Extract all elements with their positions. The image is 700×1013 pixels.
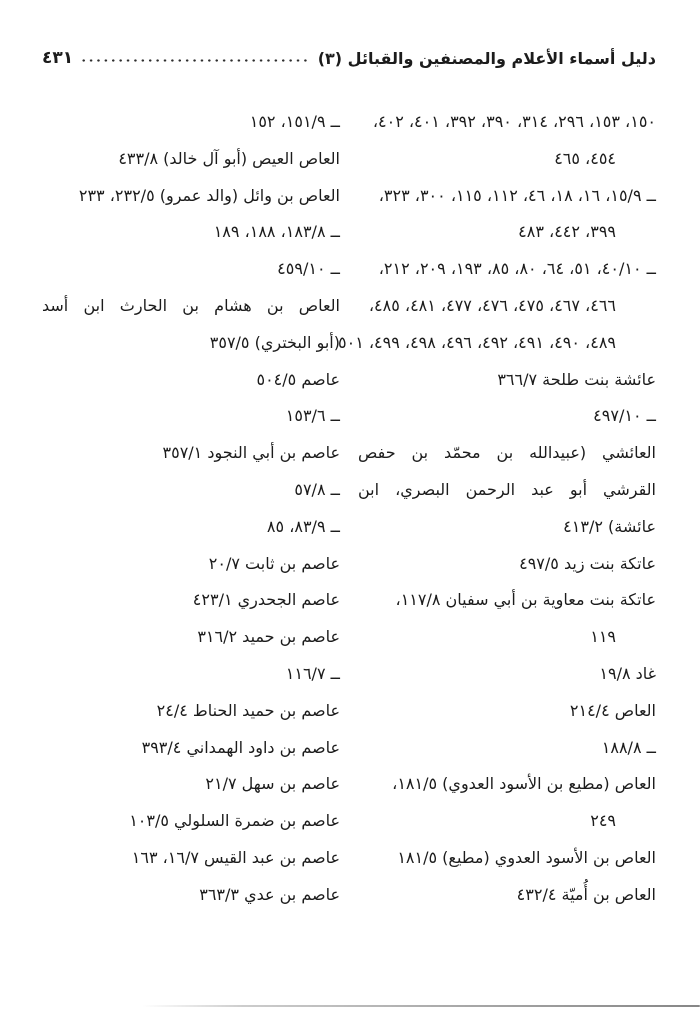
index-entry-line: ــ ٤٠/١٠، ٥١، ٦٤، ٨٠، ٨٥، ١٩٣، ٢٠٩، ٢١٢، xyxy=(378,259,656,279)
index-columns xyxy=(42,104,656,914)
index-entry-line: العاص بن وائل (والد عمرو) ٢٣٢/٥، ٢٣٣ xyxy=(78,185,340,205)
index-entry-line: العاص بن هشام بن الحارث ابن أسد xyxy=(42,295,340,315)
index-entry-line: ــ ١٨٣/٨، ١٨٨، ١٨٩ xyxy=(213,222,340,242)
index-entry-line: العائشي (عبيدالله بن محمّد بن حفص xyxy=(358,443,656,463)
index-entry-line: العاص (مطيع بن الأسود العدوي) ١٨١/٥، xyxy=(392,774,656,794)
index-entry-line: ٤٨٩، ٤٩٠، ٤٩١، ٤٩٢، ٤٩٦، ٤٩٨، ٤٩٩، ٥٠١ xyxy=(338,332,616,352)
index-entry-line: غاد ١٩/٨ xyxy=(599,663,656,683)
index-entry-line: عاصم بن حميد ٣١٦/٢ xyxy=(197,627,340,647)
index-entry-line: ٢٤٩ xyxy=(590,811,616,831)
page-edge-shadow xyxy=(142,1005,700,1007)
index-entry-line: ١١٩ xyxy=(590,627,616,647)
index-entry-line: ــ ٤٥٩/١٠ xyxy=(277,259,340,279)
index-entry-line: عاصم الجحدري ٤٢٣/١ xyxy=(192,590,340,610)
index-entry-line: عاصم بن ثابت ٢٠/٧ xyxy=(208,553,340,573)
index-entry-line: عاصم بن عدي ٣٦٣/٣ xyxy=(199,884,340,904)
index-entry-line: ــ ١٥١/٩، ١٥٢ xyxy=(249,112,340,131)
index-entry-line: ــ ٤٩٧/١٠ xyxy=(593,406,656,426)
index-entry-line: ٣٩٩، ٤٤٢، ٤٨٣ xyxy=(518,222,616,242)
index-entry-line: العاص ٢١٤/٤ xyxy=(569,700,656,720)
index-entry-line: ــ ٥٧/٨ xyxy=(294,479,340,499)
index-entry-line: عاصم بن داود الهمداني ٣٩٣/٤ xyxy=(141,737,340,757)
index-entry-line: عاصم بن عبد القيس ١٦/٧، ١٦٣ xyxy=(131,847,340,867)
index-entry-line: عائشة) ٤١٣/٢ xyxy=(563,516,656,536)
index-entry-line: عاصم بن سهل ٢١/٧ xyxy=(205,774,340,794)
index-entry-line: ٤٦٦، ٤٦٧، ٤٧٥، ٤٧٦، ٤٧٧، ٤٨١، ٤٨٥، xyxy=(368,295,616,315)
page-header xyxy=(42,48,656,68)
dot-leader xyxy=(80,56,311,65)
index-entry-line: عاتكة بنت زيد ٤٩٧/٥ xyxy=(519,553,656,573)
page-number: ٤٣١ xyxy=(42,48,74,68)
index-entry-line: العاص بن الأسود العدوي (مطيع) ١٨١/٥ xyxy=(397,847,656,867)
index-entry-line: عائشة بنت طلحة ٣٦٦/٧ xyxy=(497,369,656,389)
index-entry-line: القرشي أبو عبد الرحمن البصري، ابن xyxy=(358,479,656,499)
index-entry-line: ــ ١٥٣/٦ xyxy=(285,406,340,426)
index-entry-line: ــ ١٨٨/٨ xyxy=(601,737,656,757)
index-column-right xyxy=(338,104,656,914)
index-entry-line: عاصم ٥٠٤/٥ xyxy=(256,369,340,389)
index-entry-line: عاتكة بنت معاوية بن أبي سفيان ١١٧/٨، xyxy=(395,590,656,610)
index-entry-line: ــ ١٥/٩، ١٦، ١٨، ٤٦، ١١٢، ١١٥، ٣٠٠، ٣٢٣، xyxy=(378,185,656,205)
index-column-left xyxy=(42,104,340,914)
index-entry-line: ٤٥٤، ٤٦٥ xyxy=(554,148,616,168)
index-entry-line: ــ ٨٣/٩، ٨٥ xyxy=(266,516,340,536)
index-entry-line: عاصم بن ضمرة السلولي ١٠٣/٥ xyxy=(129,811,340,831)
index-entry-line: عاصم بن حميد الحناط ٢٤/٤ xyxy=(156,700,340,720)
index-entry-line: عاصم بن أبي النجود ٣٥٧/١ xyxy=(162,443,340,463)
page-header-title: دليل أسماء الأعلام والمصنفين والقبائل (٣) xyxy=(317,49,656,68)
index-entry-line: العاص العيص (أبو آل خالد) ٤٣٣/٨ xyxy=(118,148,340,168)
index-entry-line: العاص بن أُميّة ٤٣٢/٤ xyxy=(516,884,656,904)
index-entry-line: ــ ١١٦/٧ xyxy=(285,663,340,683)
index-entry-line: (أبو البختري) ٣٥٧/٥ xyxy=(209,332,340,352)
index-entry-line: ١٥٠، ١٥٣، ٢٩٦، ٣١٤، ٣٩٠، ٣٩٢، ٤٠١، ٤٠٢، xyxy=(372,112,656,131)
